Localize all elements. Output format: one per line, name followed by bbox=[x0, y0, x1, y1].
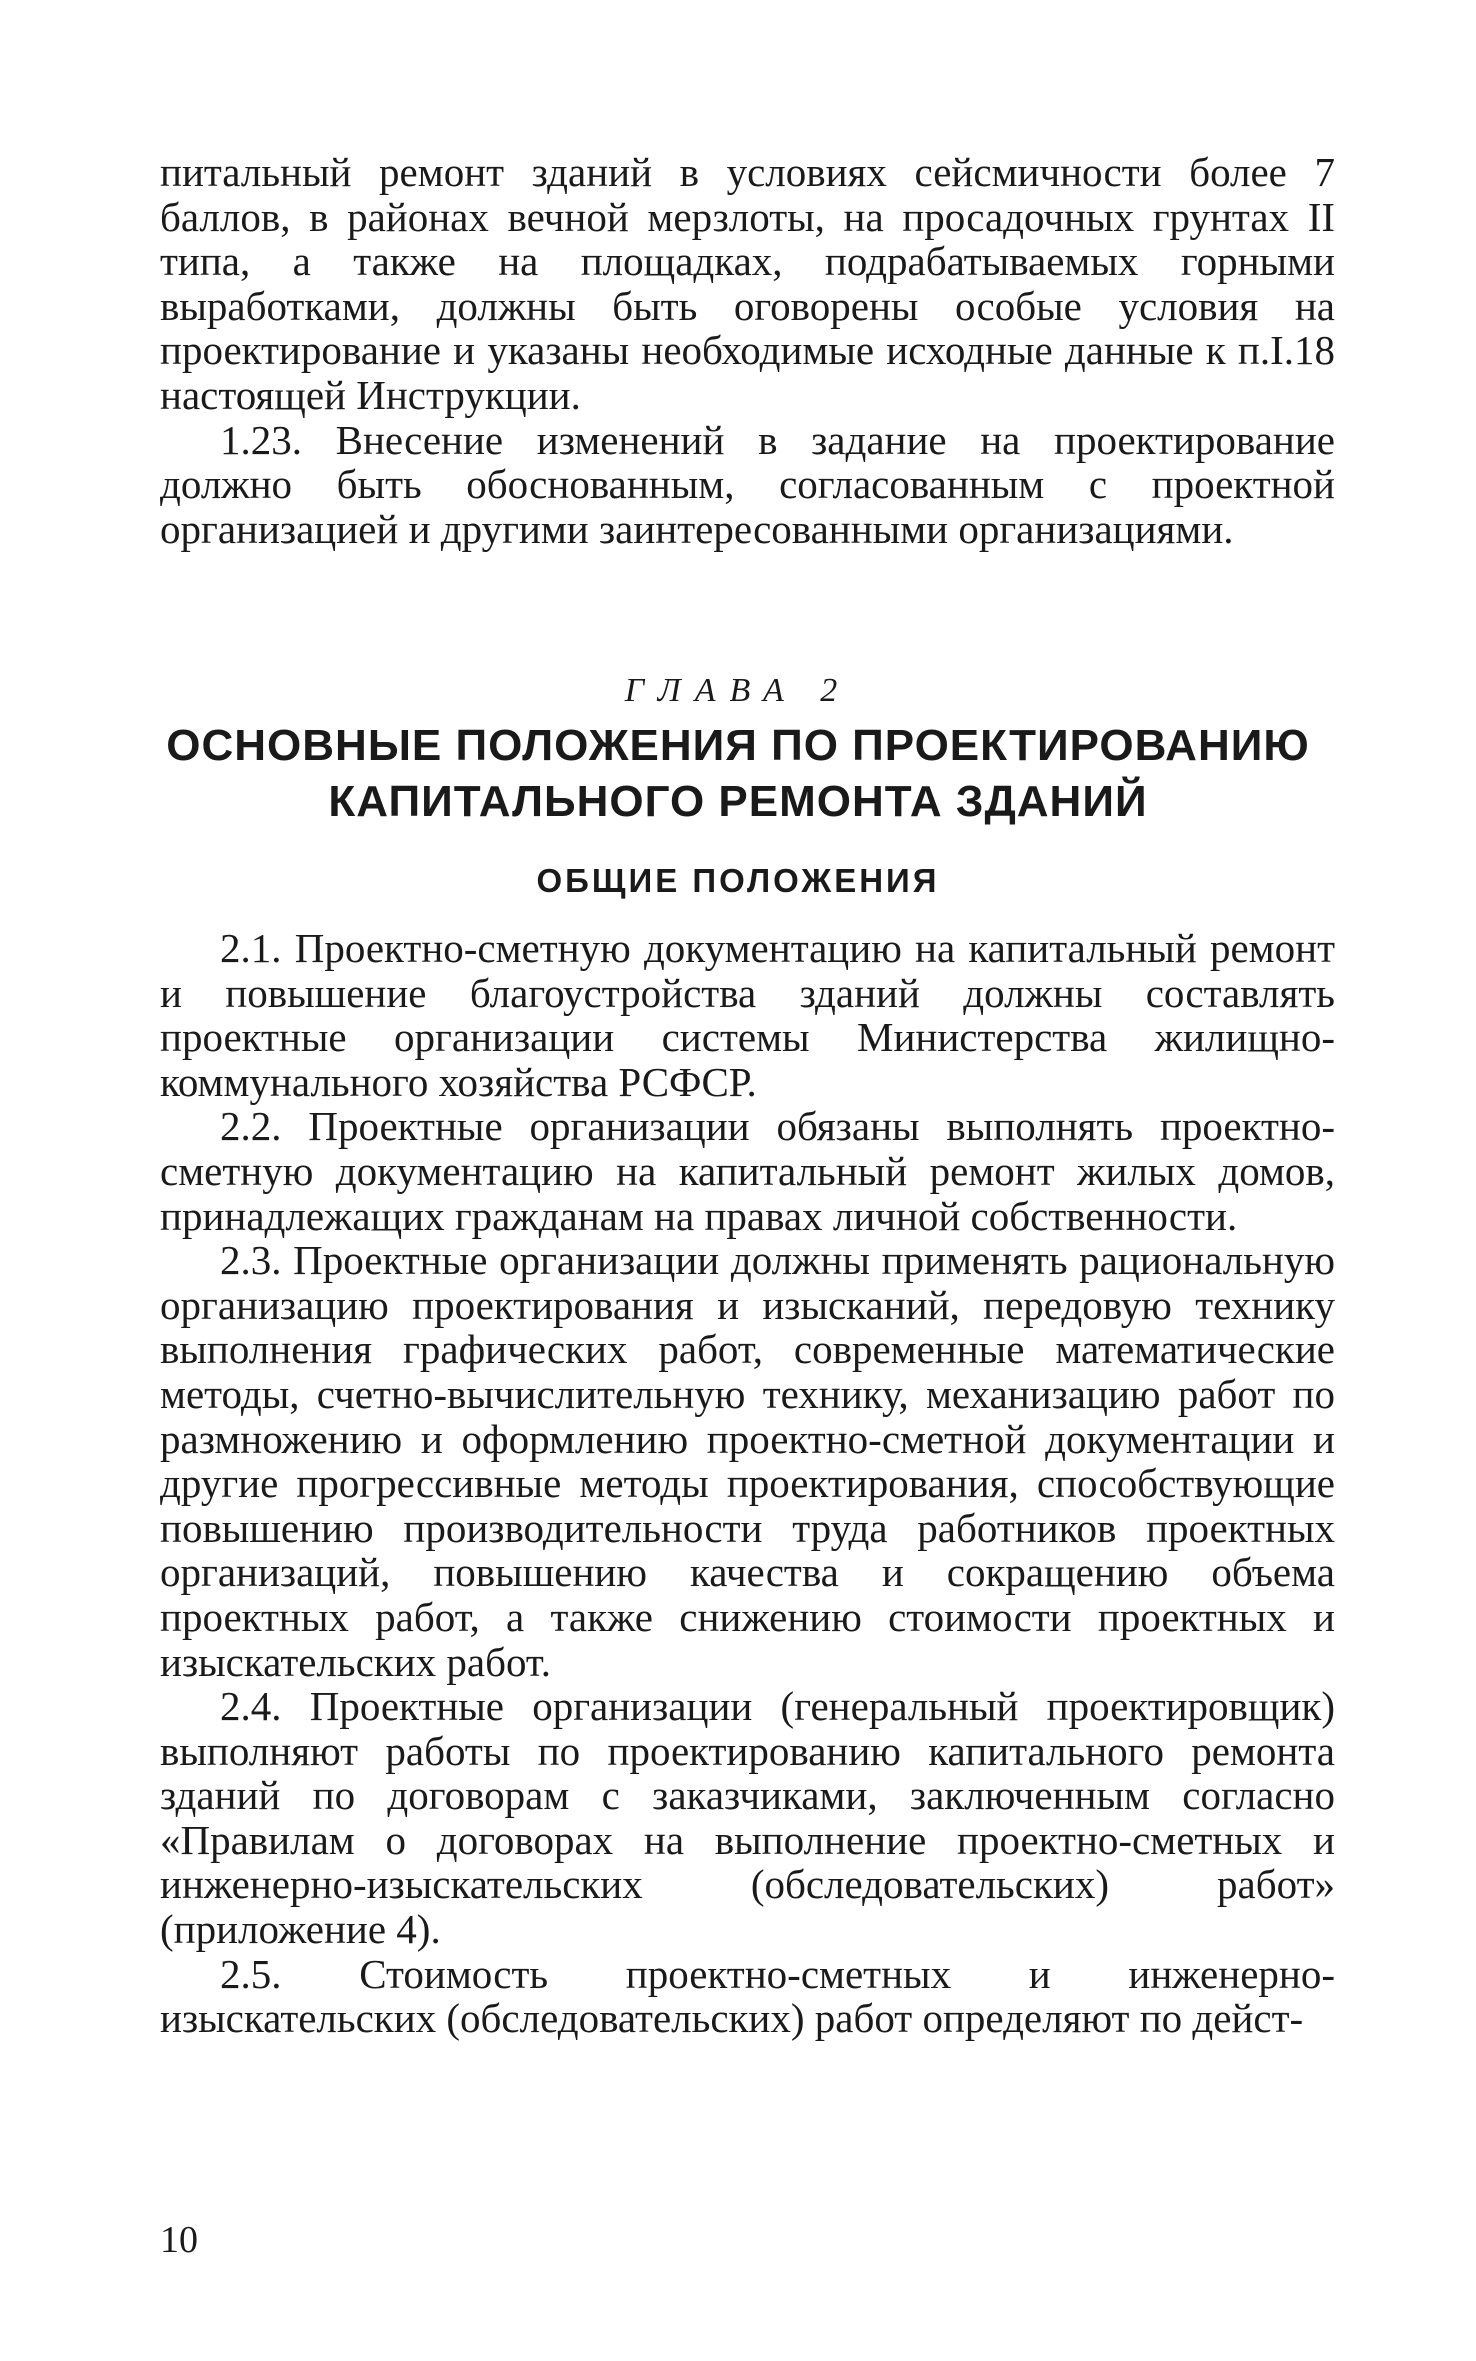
chapter-title-line-1: ОСНОВНЫЕ ПОЛОЖЕНИЯ ПО ПРОЕКТИРОВАНИЮ bbox=[166, 721, 1310, 770]
page-number: 10 bbox=[160, 2219, 198, 2261]
paragraph-2-2: 2.2. Проектные организации обязаны выполнять проектно-сметную документацию на капитальный ремонт жилых домов, принадлежащих гражданам на правах личной собственности. bbox=[160, 1103, 1335, 1239]
chapter-label: ГЛАВА 2 bbox=[624, 672, 852, 709]
paragraph-2-1: 2.1. Проектно-сметную документацию на капитальный ремонт и повышение благоустройства зданий должны составлять проектные организации системы Министерства жилищно-коммунального хозяйства РСФСР. bbox=[160, 925, 1335, 1105]
paragraph-1-23: 1.23. Внесение изменений в задание на проектирование должно быть обоснованным, согласованным с проектной организацией и другими заинтересованными организациями. bbox=[160, 416, 1335, 552]
chapter-title-line-2: КАПИТАЛЬНОГО РЕМОНТА ЗДАНИЙ bbox=[328, 777, 1148, 826]
paragraph-continuation: питальный ремонт зданий в условиях сейсмичности более 7 баллов, в районах вечной мерзлоты, на просадочных грунтах II типа, а также на площадках, подрабатываемых горными выработками, должны быть оговорены особые условия на проектирование и указаны необходимые исходные данные к п.I.18 настоящей Инструкции. bbox=[160, 149, 1335, 418]
paragraph-2-5: 2.5. Стоимость проектно-сметных и инженерно-изыскательских (обследовательских) работ определяют по дейст- bbox=[160, 1950, 1335, 2042]
paragraph-2-3: 2.3. Проектные организации должны применять рациональную организацию проектирования и изысканий, передовую технику выполнения графических работ, современные математические методы, счетно-вычислительную технику, механизацию работ по размножению и оформлению проектно-сметной документации и другие прогрессивные методы проектирования, способствующие повышению производительности труда работников проектных организаций, повышению качества и сокращению объема проектных работ, а также снижению стоимости проектных и изыскательских работ. bbox=[160, 1237, 1335, 1685]
paragraph-2-4: 2.4. Проектные организации (генеральный проектировщик) выполняют работы по проектированию капитального ремонта зданий по договорам с заказчиками, заключенным согласно «Правилам о договорах на выполнение проектно-сметных и инженерно-изыскательских (обследовательских) работ» (приложение 4). bbox=[160, 1683, 1335, 1953]
section-title: ОБЩИЕ ПОЛОЖЕНИЯ bbox=[536, 862, 940, 899]
chapter-title bbox=[120, 718, 1356, 830]
main-text-block bbox=[160, 926, 1335, 2041]
top-text-block bbox=[160, 150, 1335, 551]
